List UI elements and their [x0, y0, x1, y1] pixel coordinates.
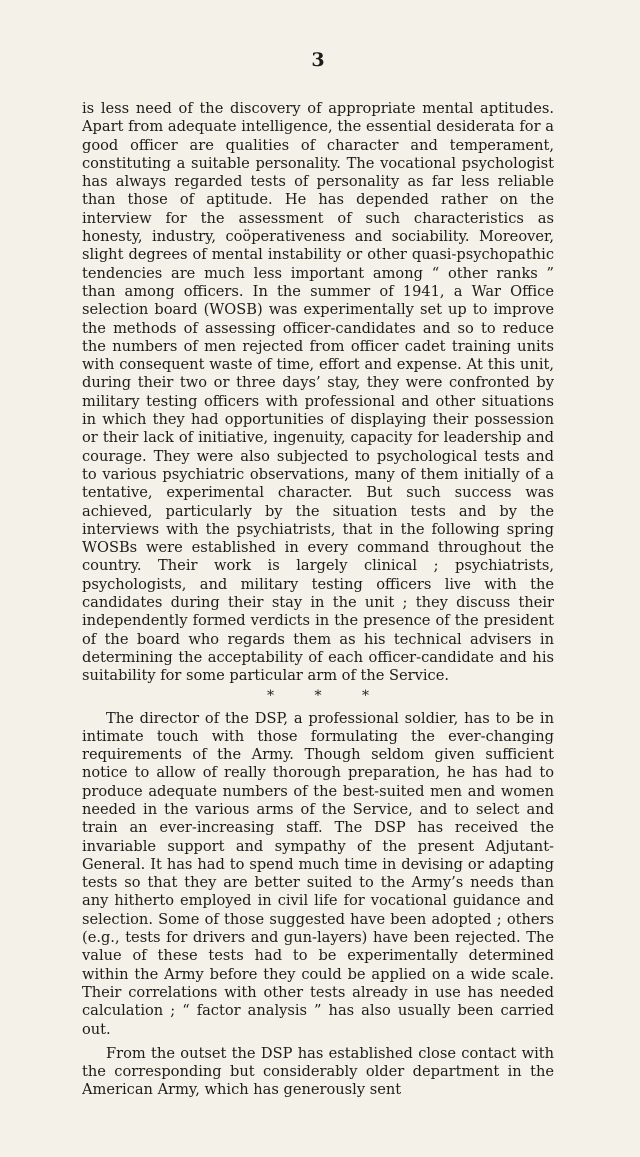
section-separator: * * * — [267, 687, 387, 704]
body-paragraph-3: From the outset the DSP has established close contact with the corresponding but considerably older department in the American Army, which has generously sent — [82, 1044, 554, 1099]
body-paragraph-1: is less need of the discovery of appropriate mental aptitudes. Apart from adequate intelligence, the essential desiderata for a good officer are qualities of character and temperament, constituting a suitable personality. The vocational psychologist has always regarded tests of personality as far less reliable than those of aptitude. He has depended rather on the interview for the assessment of such characteristics as honesty, industry, coöperativeness and sociability. Moreover, slight degrees of mental instability or other quasi-psychopathic tendencies are much less important among “ other ranks ” than among officers. In the summer of 1941, a War Office selection board (WOSB) was experimentally set up to improve the methods of assessing officer-candidates and so to reduce the numbers of men rejected from officer cadet training units with consequent waste of time, effort and expense. At this unit, during their two or three days’ stay, they were confronted by military testing officers with professional and other situations in which they had opportunities of displaying their possession or their lack of initiative, ingenuity, capacity for leadership and courage. They were also subjected to psychological tests and to various psychiatric observations, many of them initially of a tentative, experimental character. But such success was achieved, particularly by the situation tests and by the interviews with the psychiatrists, that in the following spring WOSBs were established in every command throughout the country. Their work is largely clinical ; psychiatrists, psychologists, and military testing officers live with the candidates during their stay in the unit ; they discuss their independently formed verdicts in the presence of the president of the board who regards them as his technical advisers in determining the acceptability of each officer-candidate and his suitability for some particular arm of the Service. — [82, 100, 554, 685]
body-paragraph-2: The director of the DSP, a professional soldier, has to be in intimate touch with those formulating the ever-changing requirements of the Army. Though seldom given sufficient notice to allow of really thorough preparation, he has had to produce adequate numbers of the best-suited men and women needed in the various arms of the Service, and to select and train an ever-increasing staff. The DSP has received the invariable support and sympathy of the present Adjutant-General. It has had to spend much time in devising or adapting tests so that they are better suited to the Army’s needs than any hitherto employed in civil life for vocational guidance and selection. Some of those suggested have been adopted ; others (e.g., tests for drivers and gun-layers) have been rejected. The value of these tests had to be experimentally determined within the Army before they could be applied on a wide scale. Their correlations with other tests already in use has needed calculation ; “ factor analysis ” has also usually been carried out. — [82, 709, 554, 1038]
page-number: 3 — [311, 49, 325, 71]
